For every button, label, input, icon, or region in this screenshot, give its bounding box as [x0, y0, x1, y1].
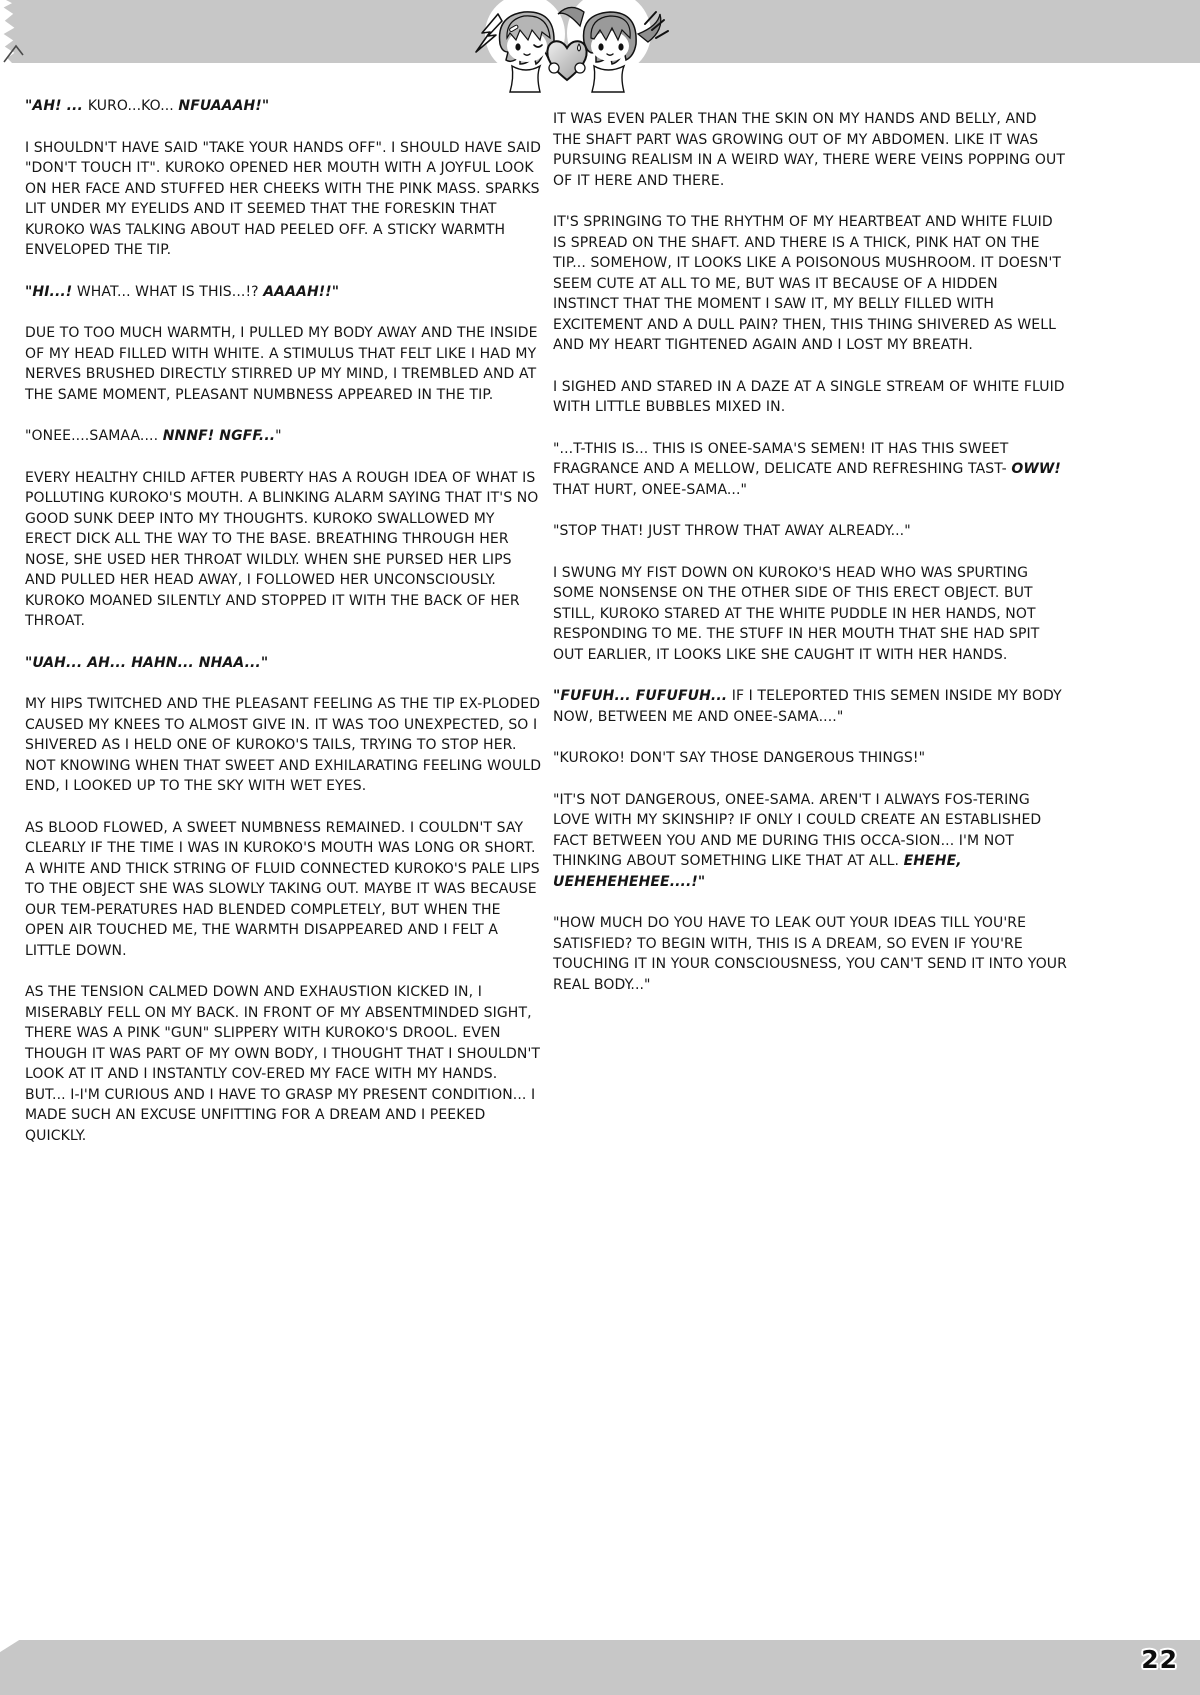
paragraph: I SWUNG MY FIST DOWN ON KUROKO'S HEAD WHO WAS SPURTING SOME NONSENSE ON THE OTHER SIDE OF THIS ERECT OBJECT. BUT STILL, KUROKO STARED AT THE WHITE PUDDLE IN HER HANDS, NOT RESPONDING TO ME. THE STUFF IN HER MOUTH THAT SHE HAD SPIT OUT EARLIER, IT LOOKS LIKE SHE CAUGHT IT WITH HER HANDS. [553, 564, 1040, 663]
right-text-column [553, 96, 1067, 1016]
paragraph: "ONEE....SAMAA.... NNNF! NGFF..." [25, 428, 282, 444]
paragraph: AS BLOOD FLOWED, A SWEET NUMBNESS REMAINED. I COULDN'T SAY CLEARLY IF THE TIME I WAS IN KUROKO'S MOUTH WAS LONG OR SHORT. A WHITE AND THICK STRING OF FLUID CONNECTED KUROKO'S PALE LIPS TO THE OBJECT SHE WAS SLOWLY TAKING OUT. MAYBE IT WAS BECAUSE OUR TEM-PERATURES HAD BLENDED COMPLETELY, BUT WHEN THE OPEN AIR TOUCHED ME, THE WARMTH DISAPPEARED AND I FELT A LITTLE DOWN. [25, 819, 540, 959]
paragraph: I SIGHED AND STARED IN A DAZE AT A SINGLE STREAM OF WHITE FLUID WITH LITTLE BUBBLES MIXED IN. [553, 378, 1065, 415]
paragraph: IT'S SPRINGING TO THE RHYTHM OF MY HEARTBEAT AND WHITE FLUID IS SPREAD ON THE SHAFT. AND THERE IS A THICK, PINK HAT ON THE TIP... SOMEHOW, IT LOOKS LIKE A POISONOUS MUSHROOM. IT DOESN'T SEEM CUTE AT ALL TO ME, BUT WAS IT BECAUSE OF A HIDDEN INSTINCT THAT THE MOMENT I SAW IT, MY BELLY FILLED WITH EXCITEMENT AND A DULL PAIN? THEN, THIS THING SHIVERED AS WELL AND MY HEART TIGHTENED AGAIN AND I LOST MY BREATH. [553, 214, 1062, 353]
paragraph: IT WAS EVEN PALER THAN THE SKIN ON MY HANDS AND BELLY, AND THE SHAFT PART WAS GROWING OUT OF MY ABDOMEN. LIKE IT WAS PURSUING REALISM IN A WEIRD WAY, THERE WERE VEINS POPPING OUT OF IT HERE AND THERE. [553, 111, 1066, 189]
sweat-drop-icon [578, 44, 581, 51]
page-number: 22 [1141, 1645, 1178, 1674]
paragraph: "STOP THAT! JUST THROW THAT AWAY ALREADY..." [553, 523, 911, 539]
chibi-characters-illustration [462, 0, 672, 105]
paragraph: "KUROKO! DON'T SAY THOSE DANGEROUS THINGS!" [553, 750, 926, 766]
chibi-misaka [500, 12, 555, 92]
paragraph: MY HIPS TWITCHED AND THE PLEASANT FEELING AS THE TIP EX-PLODED CAUSED MY KNEES TO ALMOST GIVE IN. IT WAS TOO UNEXPECTED, SO I SHIVERED AS I HELD ONE OF KUROKO'S TAILS, TRYING TO STOP HER. NOT KNOWING WHEN THAT SWEET AND EXHILARATING FEELING WOULD END, I LOOKED UP TO THE SKY WITH WET EYES. [25, 696, 542, 794]
paragraph: "FUFUH... FUFUFUH... IF I TELEPORTED THIS SEMEN INSIDE MY BODY NOW, BETWEEN ME AND ONEE-SAMA...." [553, 688, 1062, 725]
paragraph: "...T-THIS IS... THIS IS ONEE-SAMA'S SEMEN! IT HAS THIS SWEET FRAGRANCE AND A MELLOW, DELICATE AND REFRESHING TAST- OWW! THAT HURT, ONEE-SAMA..." [553, 440, 1061, 498]
paragraph: "HOW MUCH DO YOU HAVE TO LEAK OUT YOUR IDEAS TILL YOU'RE SATISFIED? TO BEGIN WITH, THIS IS A DREAM, SO EVEN IF YOU'RE TOUCHING IT IN YOUR CONSCIOUSNESS, YOU CAN'T SEND IT INTO YOUR REAL BODY..." [553, 915, 1067, 993]
paragraph: "IT'S NOT DANGEROUS, ONEE-SAMA. AREN'T I ALWAYS FOS-TERING LOVE WITH MY SKINSHIP? IF ONLY I COULD CREATE AN ESTABLISHED FACT BETWEEN YOU AND ME DURING THIS OCCA-SION... I'M NOT THINKING ABOUT SOMETHING LIKE THAT AT ALL. EHEHE, UEHEHEHEHEE....!" [553, 791, 1042, 890]
paragraph: AS THE TENSION CALMED DOWN AND EXHAUSTION KICKED IN, I MISERABLY FELL ON MY BACK. IN FRONT OF MY ABSENTMINDED SIGHT, THERE WAS A PINK "GUN" SLIPPERY WITH KUROKO'S DROOL. EVEN THOUGH IT WAS PART OF MY OWN BODY, I THOUGHT THAT I SHOULDN'T LOOK AT IT AND I INSTANTLY COV-ERED MY FACE WITH MY HANDS. BUT... I-I'M CURIOUS AND I HAVE TO GRASP MY PRESENT CONDITION... I MADE SUCH AN EXCUSE UNFITTING FOR A DREAM AND I PEEKED QUICKLY. [25, 984, 541, 1144]
paragraph: EVERY HEALTHY CHILD AFTER PUBERTY HAS A ROUGH IDEA OF WHAT IS POLLUTING KUROKO'S MOUTH. A BLINKING ALARM SAYING THAT IT'S NO GOOD SUNK DEEP INTO MY THOUGHTS. KUROKO SWALLOWED MY ERECT DICK ALL THE WAY TO THE BASE. BREATHING THROUGH HER NOSE, SHE USED HER THROAT WILDLY. WHEN SHE PURSED HER LIPS AND PULLED HER HEAD AWAY, I FOLLOWED HER UNCONSCIOUSLY. KUROKO MOANED SILENTLY AND STOPPED IT WITH THE BACK OF HER THROAT. [25, 469, 539, 629]
paragraph: "HI...! WHAT... WHAT IS THIS...!? AAAAH!!" [25, 283, 340, 300]
bottom-border-band [0, 1640, 1200, 1695]
paragraph: I SHOULDN'T HAVE SAID "TAKE YOUR HANDS OFF". I SHOULD HAVE SAID "DON'T TOUCH IT". KUROKO OPENED HER MOUTH WITH A JOYFUL LOOK ON HER FACE AND STUFFED HER CHEEKS WITH THE PINK MASS. SPARKS LIT UNDER MY EYELIDS AND IT SEEMED THAT THE FORESKIN THAT KUROKO WAS TALKING ABOUT HAD PEELED OFF. A STICKY WARMTH ENVELOPED THE TIP. [25, 139, 541, 258]
torn-edge-scratch-mark [2, 42, 32, 64]
paragraph: "UAH... AH... HAHN... NHAA..." [25, 654, 269, 671]
paragraph: "AH! ... KURO...KO... NFUAAAH!" [25, 98, 270, 114]
paragraph: DUE TO TOO MUCH WARMTH, I PULLED MY BODY AWAY AND THE INSIDE OF MY HEAD FILLED WITH WHITE. A STIMULUS THAT FELT LIKE I HAD MY NERVES BRUSHED DIRECTLY STIRRED UP MY MIND, I TREMBLED AND AT THE SAME MOMENT, PLEASANT NUMBNESS APPEARED IN THE TIP. [25, 325, 538, 403]
left-text-column [25, 96, 542, 1167]
